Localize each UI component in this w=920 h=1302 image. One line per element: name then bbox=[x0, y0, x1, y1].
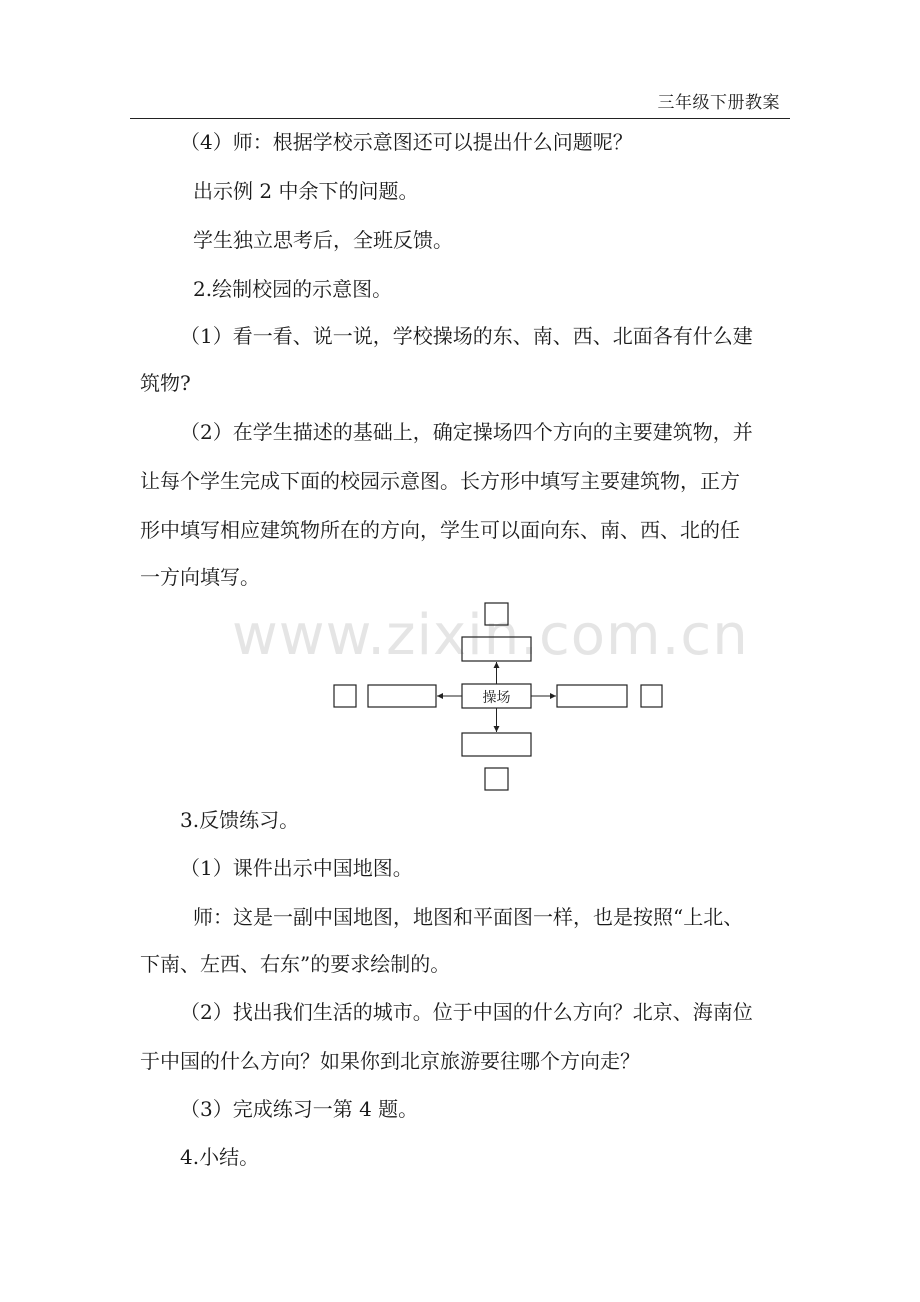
south-building-rect[interactable] bbox=[462, 733, 531, 756]
paragraph-line: 学生独立思考后，全班反馈。 bbox=[193, 228, 453, 252]
paragraph-line: 2.绘制校园的示意图。 bbox=[193, 277, 393, 301]
north-direction-square[interactable] bbox=[485, 603, 508, 625]
paragraph-line: 一方向填写。 bbox=[140, 565, 260, 589]
east-building-rect[interactable] bbox=[557, 685, 627, 707]
paragraph-line: （3）完成练习一第 4 题。 bbox=[180, 1097, 419, 1121]
paragraph-line: （1）课件出示中国地图。 bbox=[180, 856, 413, 880]
paragraph-line: （2）找出我们生活的城市。位于中国的什么方向？北京、海南位 bbox=[180, 1000, 753, 1024]
campus-diagram-svg bbox=[330, 598, 670, 794]
west-direction-square[interactable] bbox=[334, 685, 356, 707]
paragraph-line: 师：这是一副中国地图，地图和平面图一样，也是按照“上北、 bbox=[193, 905, 744, 929]
paragraph-line: 4.小结。 bbox=[180, 1145, 260, 1169]
watermark: www.zixin.com.cn bbox=[232, 603, 749, 668]
header-title: 三年级下册教案 bbox=[657, 93, 780, 113]
west-building-rect[interactable] bbox=[368, 685, 436, 707]
playground-label: 操场 bbox=[482, 690, 511, 706]
south-direction-square[interactable] bbox=[485, 768, 508, 790]
paragraph-line: 出示例 2 中余下的问题。 bbox=[193, 179, 419, 203]
paragraph-line: 让每个学生完成下面的校园示意图。长方形中填写主要建筑物，正方 bbox=[140, 469, 740, 493]
paragraph-line: 形中填写相应建筑物所在的方向，学生可以面向东、南、西、北的任 bbox=[140, 518, 740, 542]
paragraph-line: （1）看一看、说一说，学校操场的东、南、西、北面各有什么建 bbox=[180, 324, 753, 348]
paragraph-line: （4）师：根据学校示意图还可以提出什么问题呢？ bbox=[180, 130, 633, 154]
north-building-rect[interactable] bbox=[462, 637, 531, 661]
paragraph-line: （2）在学生描述的基础上，确定操场四个方向的主要建筑物，并 bbox=[180, 420, 753, 444]
paragraph-line: 3.反馈练习。 bbox=[180, 808, 300, 832]
east-direction-square[interactable] bbox=[641, 685, 662, 707]
paragraph-line: 下南、左西、右东”的要求绘制的。 bbox=[140, 952, 451, 976]
page-header bbox=[130, 92, 790, 119]
campus-diagram bbox=[330, 598, 670, 794]
paragraph-line: 于中国的什么方向？如果你到北京旅游要往哪个方向走？ bbox=[140, 1049, 640, 1073]
paragraph-line: 筑物? bbox=[140, 371, 191, 395]
